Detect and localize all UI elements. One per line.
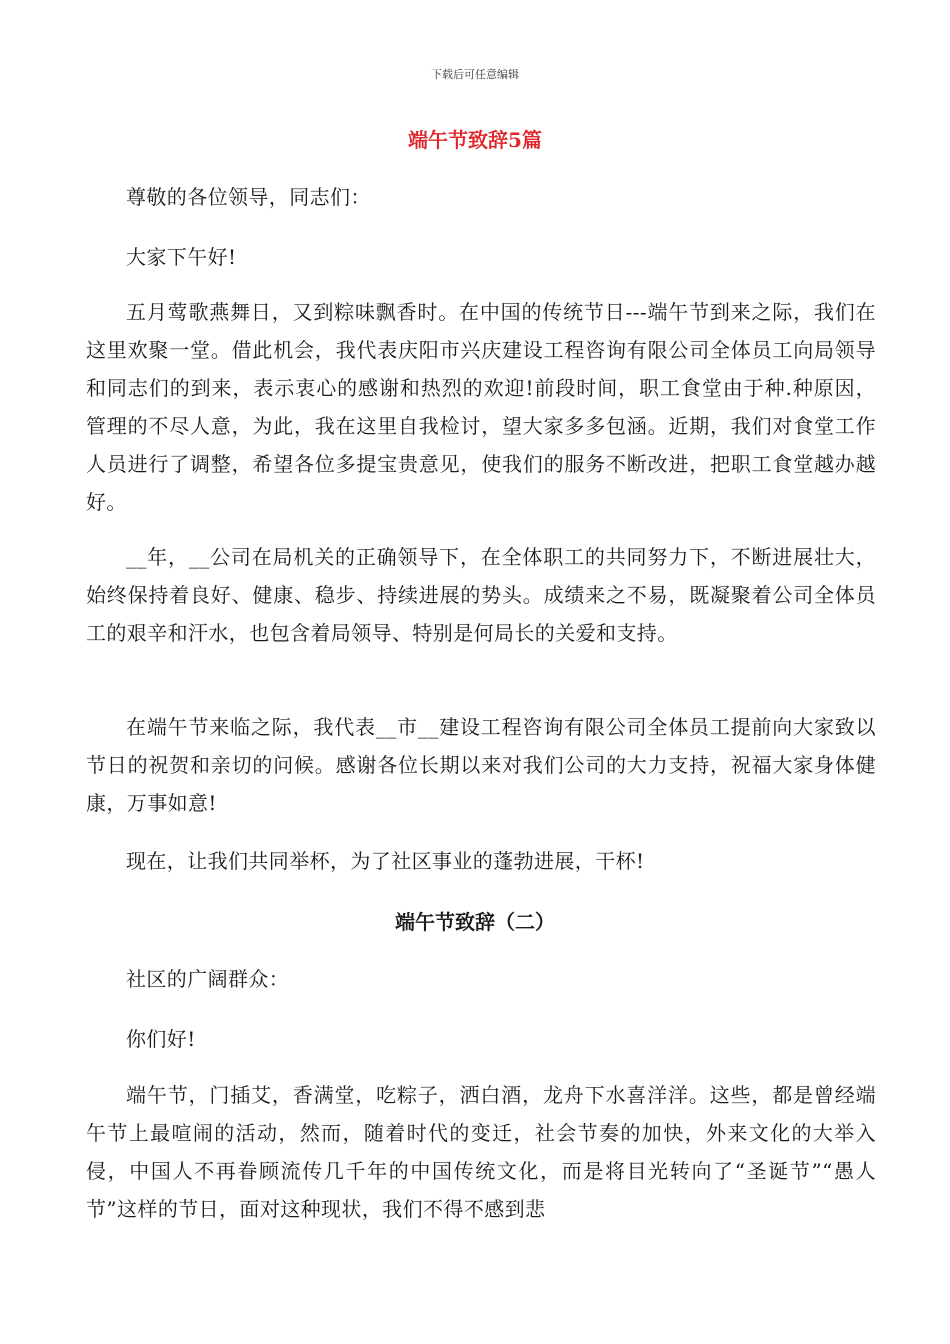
document-title: 端午节致辞5篇 [408,128,542,152]
section1-paragraph-2: __年，__公司在局机关的正确领导下，在全体职工的共同努力下，不断进展壮大，始终保持着良好、健康、稳步、持续进展的势头。成绩来之不易，既凝聚着公司全体员工的艰辛和汗水，也包含着局领导、特别是何局长的关爱和支持。 [86,545,876,645]
section2-hello-block [86,1020,876,1058]
section1-paragraph-4-block [86,842,876,880]
section1-hello-block [86,238,876,276]
section1-paragraph-2-block [86,538,876,652]
section1-paragraph-1: 五月莺歌燕舞日，又到粽味飘香时。在中国的传统节日---端午节到来之际，我们在这里欢聚一堂。借此机会，我代表庆阳市兴庆建设工程咨询有限公司全体员工向局领导和同志们的到来，表示衷心的感谢和热烈的欢迎!前段时间，职工食堂由于种.种原因，管理的不尽人意，为此，我在这里自我检讨，望大家多多包涵。近期，我们对食堂工作人员进行了调整，希望各位多提宝贵意见，使我们的服务不断改进，把职工食堂越办越好。 [86,300,876,514]
section2-hello: 你们好! [126,1027,196,1051]
section1-paragraph-4: 现在，让我们共同举杯，为了社区事业的蓬勃进展，干杯! [126,849,645,873]
section2-paragraph-block [86,1076,876,1228]
section2-greeting: 社区的广阔群众： [126,967,290,991]
section2-greeting-block [86,960,876,998]
section1-paragraph-3: 在端午节来临之际，我代表__市__建设工程咨询有限公司全体员工提前向大家致以节日的祝贺和亲切的问候。感谢各位长期以来对我们公司的大力支持，祝福大家身体健康，万事如意! [86,715,876,815]
section1-paragraph-3-block [86,708,876,822]
section1-greeting: 尊敬的各位领导，同志们： [126,185,371,209]
section1-greeting-block [86,178,876,216]
section2-title: 端午节致辞（二） [395,910,555,934]
section1-paragraph-1-block [86,293,876,521]
section2-paragraph: 端午节，门插艾，香满堂，吃粽子，洒白酒，龙舟下水喜洋洋。这些，都是曾经端午节上最喧闹的活动，然而，随着时代的变迁，社会节奏的加快，外来文化的大举入侵，中国人不再眷顾流传几千年的中国传统文化，而是将目光转向了“圣诞节”“愚人节”这样的节日，面对这种现状，我们不得不感到悲 [86,1083,876,1221]
header-note: 下载后可任意编辑 [431,68,519,81]
section1-hello: 大家下午好! [126,245,237,269]
